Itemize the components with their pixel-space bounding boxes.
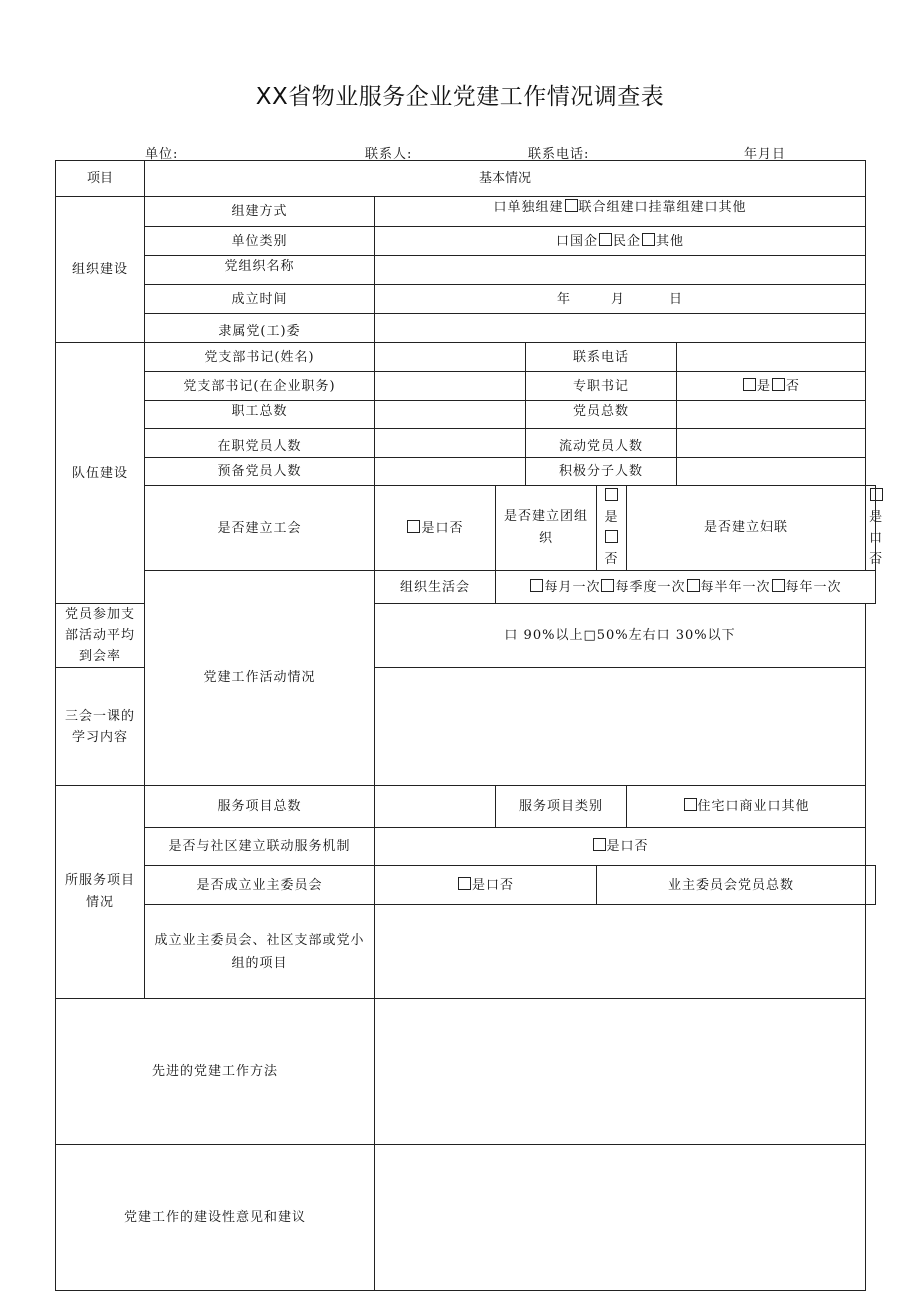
fulltime-label: 专职书记 <box>526 372 677 401</box>
women-opt: 是口否 <box>869 510 884 567</box>
life-label: 组织生活会 <box>375 571 496 604</box>
checkbox-icon[interactable] <box>593 838 606 851</box>
method-opt2: 联合组建口挂靠组建口其他 <box>578 200 747 215</box>
checkbox-icon[interactable] <box>458 877 471 890</box>
checkbox-icon[interactable] <box>870 488 883 501</box>
type-opt2: 民企 <box>613 233 642 249</box>
fulltime-options[interactable] <box>677 372 866 401</box>
type-opt1: 口国企 <box>556 233 599 249</box>
union-options[interactable] <box>375 486 496 571</box>
method-label: 组建方式 <box>145 197 375 227</box>
col-basic-header: 基本情况 <box>145 161 866 197</box>
sec-phone-field[interactable] <box>677 343 866 372</box>
attend-label: 党员参加支部活动平均到会率 <box>56 604 145 668</box>
methods-field[interactable] <box>375 999 866 1145</box>
union-label: 是否建立工会 <box>145 486 375 571</box>
section-service: 所服务项目情况 <box>56 786 145 999</box>
type-options[interactable] <box>375 227 866 256</box>
checkbox-icon[interactable] <box>601 579 614 592</box>
owners-members-field[interactable] <box>866 866 876 905</box>
phone-label: 联系电话: <box>528 147 590 162</box>
year-label: 年 <box>557 291 572 307</box>
sec-name-label: 党支部书记(姓名) <box>145 343 375 372</box>
activist-field[interactable] <box>677 458 866 486</box>
unit-label: 单位: <box>145 147 179 162</box>
belong-field[interactable] <box>375 314 866 343</box>
owners-options[interactable] <box>375 866 597 905</box>
checkbox-icon[interactable] <box>565 199 578 212</box>
members-field[interactable] <box>677 401 866 429</box>
owners-label: 是否成立业主委员会 <box>145 866 375 905</box>
founded-field[interactable] <box>375 285 866 314</box>
life-opt3: 每半年一次 <box>700 579 771 595</box>
checkbox-icon[interactable] <box>605 530 618 543</box>
activist-label: 积极分子人数 <box>526 458 677 486</box>
total-field[interactable] <box>375 786 496 828</box>
contact-label: 联系人: <box>365 147 413 162</box>
cat-opt: 住宅口商业口其他 <box>697 799 810 814</box>
checkbox-icon[interactable] <box>684 798 697 811</box>
staff-label: 职工总数 <box>145 401 375 429</box>
linkage-options[interactable] <box>375 828 866 866</box>
date-label: 年月日 <box>744 147 787 162</box>
methods-label: 先进的党建工作方法 <box>56 999 375 1145</box>
no-label: 否 <box>786 378 801 394</box>
life-opt2: 每季度一次 <box>615 579 686 595</box>
study-field[interactable] <box>375 668 866 786</box>
month-label: 月 <box>611 291 626 307</box>
attend-options[interactable]: 口 90%以上□50%左右口 30%以下 <box>375 604 866 668</box>
no-label: 否 <box>604 552 619 567</box>
linkage-label: 是否与社区建立联动服务机制 <box>145 828 375 866</box>
projects-label: 成立业主委员会、社区支部或党小组的项目 <box>145 905 375 999</box>
members-label: 党员总数 <box>526 401 677 429</box>
onjob-field[interactable] <box>375 429 526 458</box>
checkbox-icon[interactable] <box>687 579 700 592</box>
checkbox-icon[interactable] <box>605 488 618 501</box>
method-opt1: 口单独组建 <box>493 200 564 215</box>
cat-options[interactable] <box>627 786 866 828</box>
prob-field[interactable] <box>375 458 526 486</box>
belong-label: 隶属党(工)委 <box>145 314 375 343</box>
checkbox-icon[interactable] <box>599 233 612 246</box>
checkbox-icon[interactable] <box>530 579 543 592</box>
checkbox-icon[interactable] <box>642 233 655 246</box>
study-label: 三会一课的学习内容 <box>56 668 145 786</box>
linkage-opt: 是口否 <box>606 839 649 854</box>
union-opt: 是口否 <box>421 520 464 536</box>
section-activity: 党建工作活动情况 <box>145 571 375 786</box>
checkbox-icon[interactable] <box>407 520 420 533</box>
staff-field[interactable] <box>375 401 526 429</box>
section-team: 队伍建设 <box>56 343 145 604</box>
col-item-header: 项目 <box>56 161 145 197</box>
type-label: 单位类别 <box>145 227 375 256</box>
projects-field[interactable] <box>375 905 866 999</box>
day-label: 日 <box>669 291 684 307</box>
checkbox-icon[interactable] <box>772 579 785 592</box>
sec-name-field[interactable] <box>375 343 526 372</box>
sec-post-field[interactable] <box>375 372 526 401</box>
suggest-field[interactable] <box>375 1145 866 1291</box>
method-options[interactable] <box>375 197 866 227</box>
women-label: 是否建立妇联 <box>627 486 866 571</box>
life-options[interactable] <box>496 571 876 604</box>
onjob-label: 在职党员人数 <box>145 429 375 458</box>
party-name-label: 党组织名称 <box>145 256 375 285</box>
owners-opt: 是口否 <box>471 877 514 893</box>
page-title: XX省物业服务企业党建工作情况调查表 <box>255 84 665 110</box>
life-opt1: 每月一次 <box>544 579 601 595</box>
floating-label: 流动党员人数 <box>526 429 677 458</box>
women-options[interactable] <box>866 486 884 571</box>
sec-post-label: 党支部书记(在企业职务) <box>145 372 375 401</box>
prob-label: 预备党员人数 <box>145 458 375 486</box>
survey-table <box>55 160 884 1291</box>
youth-options[interactable] <box>597 486 627 571</box>
phone-label-cell: 联系电话 <box>526 343 677 372</box>
total-label: 服务项目总数 <box>145 786 375 828</box>
type-opt3: 其他 <box>656 233 685 249</box>
checkbox-icon[interactable] <box>743 378 756 391</box>
suggest-label: 党建工作的建设性意见和建议 <box>56 1145 375 1291</box>
owners-members-label: 业主委员会党员总数 <box>597 866 866 905</box>
checkbox-icon[interactable] <box>772 378 785 391</box>
floating-field[interactable] <box>677 429 866 458</box>
cat-label: 服务项目类别 <box>496 786 627 828</box>
yes-label: 是 <box>604 510 619 525</box>
founded-label: 成立时间 <box>145 285 375 314</box>
yes-label: 是 <box>757 378 772 394</box>
youth-label: 是否建立团组织 <box>496 486 597 571</box>
section-org: 组织建设 <box>56 197 145 343</box>
party-name-field[interactable] <box>375 256 866 285</box>
life-opt4: 每年一次 <box>785 579 842 595</box>
